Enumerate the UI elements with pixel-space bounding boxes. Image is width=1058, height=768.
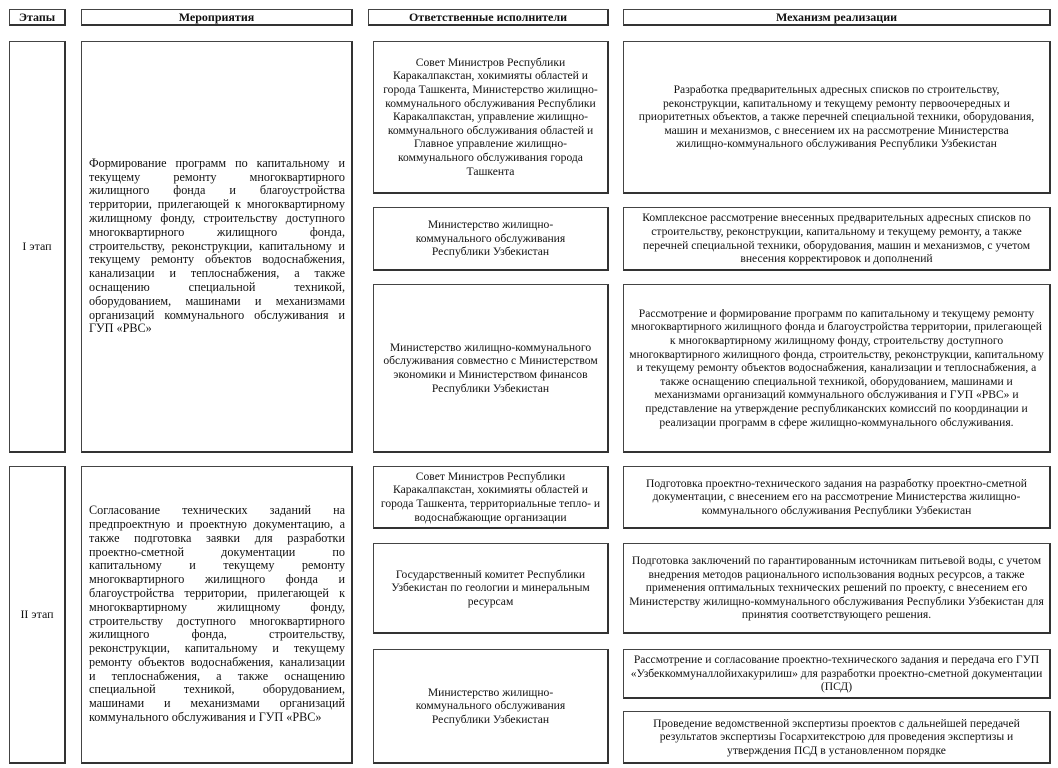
stage-2-mechanism-3: [623, 649, 1051, 699]
header-mechanism-label: Механизм реализации: [775, 10, 898, 24]
stage-1-mechanism-3: [623, 284, 1051, 453]
stage-2-activity: Согласование технических заданий на предпроектную и проектную документацию, а также подготовка заявки для разработки проектно-сметной документации по капитальному и текущему ремонту многоквартирного жилищного фонда и благоустройства территории, прилегающей к многоквартирному жилищному фонду, строительству доступного многоквартирного жилищного фонда, строительству, реконструкции, капитальному и текущему ремонту объектов водоснабжения, канализации и теплоснабжения, а также оснащению специальной техникой, оборудованием, машинами и механизмами организаций коммунального обслуживания и ГУП «РВС»: [89, 503, 345, 725]
stage-2-mechanism-3-text: Рассмотрение и согласование проектно-технического задания и передача его ГУП «Узбеккоммуналлойихакурилиш» для разработки проектно-сметной документации (ПСД): [630, 653, 1043, 694]
header-executors: [368, 9, 609, 26]
header-stages-label: Этапы: [18, 10, 56, 24]
stage-1-executor-3-text: Министерство жилищно-коммунального обслуживания совместно с Министерством экономики и Министерством финансов Республики Узбекистан: [383, 340, 598, 395]
stage-2-mechanism-2: [623, 543, 1051, 634]
stage-2-mechanism-2-text: Подготовка заключений по гарантированным источникам питьевой воды, с учетом внедрения методов рационального использования водных ресурсов, а также применения оптимальных технических решений по проекту, с внесением его Министерству жилищно-коммунального обслуживания Республики Узбекистан для принятия соответствующего решения.: [629, 554, 1044, 622]
stage-1-activity-box: [81, 41, 353, 453]
stage-2-executor-2: [373, 543, 609, 634]
header-activities: [81, 9, 353, 26]
stage-2-label-box: [9, 466, 66, 764]
header-stages: [9, 9, 66, 26]
stage-1-mechanism-2: [623, 207, 1051, 271]
stage-2-executor-3-text: Министерство жилищно-коммунального обслуживания Республики Узбекистан: [415, 685, 566, 726]
stage-2-executor-2-text: Государственный комитет Республики Узбекистан по геологии и минеральным ресурсам: [391, 567, 590, 608]
stage-1-executor-1-text: Совет Министров Республики Каракалпакстан, хокимияты областей и города Ташкента, Министерство жилищно-коммунального обслуживания Республики Каракалпакстан, управление жилищно-коммунального обслуживания областей и Главное управление жилищно-коммунального обслуживания города Ташкента: [383, 55, 598, 178]
stage-1-executor-2-text: Министерство жилищно-коммунального обслуживания Республики Узбекистан: [415, 218, 566, 259]
stage-2-mechanism-1-text: Подготовка проектно-технического задания на разработку проектно-сметной документации, с внесением его на рассмотрение Министерства жилищно-коммунального обслуживания Республики Узбекистан: [646, 476, 1027, 517]
header-activities-label: Мероприятия: [178, 10, 255, 24]
stage-1-label-box: [9, 41, 66, 453]
stage-2-executor-1: [373, 466, 609, 529]
stage-2-executor-1-text: Совет Министров Республики Каракалпакстан, хокимияты областей и города Ташкента, территориальные тепло- и водоснабжающие организации: [380, 469, 601, 524]
stage-2-activity-box: [81, 466, 353, 764]
stage-2-executor-3: [373, 649, 609, 764]
stage-1-executor-1: [373, 41, 609, 194]
stage-1-mechanism-3-text: Рассмотрение и формирование программ по капитальному и текущему ремонту многоквартирного жилищного фонда и благоустройства территории, прилегающей к многоквартирному жилищному фонду, строительству доступного многоквартирного жилищного фонда, строительству, реконструкции, капитальному и текущему ремонту объектов водоснабжения, канализации и теплоснабжения, а также оснащению специальной техникой, оборудованием, машинами и механизмами организаций коммунального обслуживания и ГУП «РВС» и представление на утверждение республиканских комиссий по координации и реализации программ в сфере жилищно-коммунального обслуживания.: [629, 306, 1044, 429]
header-mechanism: [623, 9, 1051, 26]
stage-1-mechanism-1-text: Разработка предварительных адресных списков по строительству, реконструкции, капитальному и текущему ремонту первоочередных и приоритетных объектов, а также перечней специальной техники, оборудования, машин и механизмов, с внесением их на рассмотрение Министерства жилищно-коммунального обслуживания Республики Узбекистан: [638, 83, 1035, 151]
stage-1-executor-2: [373, 207, 609, 271]
stage-1-label: I этап: [22, 238, 52, 253]
stage-2-mechanism-4-text: Проведение ведомственной экспертизы проектов с дальнейшей передачей результатов экспертизы Госархитекстрою для проведения экспертизы и утверждения ПСД в установленном порядке: [653, 716, 1020, 757]
stage-1-activity: Формирование программ по капитальному и текущему ремонту многоквартирного жилищного фонда и благоустройства территории, прилегающей к многоквартирному жилищному фонду, строительству доступного многоквартирного жилищного фонда, строительству, реконструкции, капитальному и текущему ремонту объектов водоснабжения, канализации и теплоснабжения, а также оснащению специальной техникой, оборудованием, машинами и механизмами организаций коммунального обслуживания и ГУП «РВС»: [89, 155, 345, 336]
stage-2-mechanism-4: [623, 711, 1051, 764]
stage-1-executor-3: [373, 284, 609, 453]
stage-2-label: II этап: [20, 606, 54, 621]
stage-2-mechanism-1: [623, 466, 1051, 529]
stage-1-mechanism-2-text: Комплексное рассмотрение внесенных предварительных адресных списков по строительству, реконструкции, капитальному и текущему ремонту, а также перечней специальной техники, оборудования, машин и механизмов, с учетом внесения корректировок и дополнений: [642, 211, 1031, 266]
stage-1-mechanism-1: [623, 41, 1051, 194]
header-executors-label: Ответственные исполнители: [408, 10, 568, 24]
